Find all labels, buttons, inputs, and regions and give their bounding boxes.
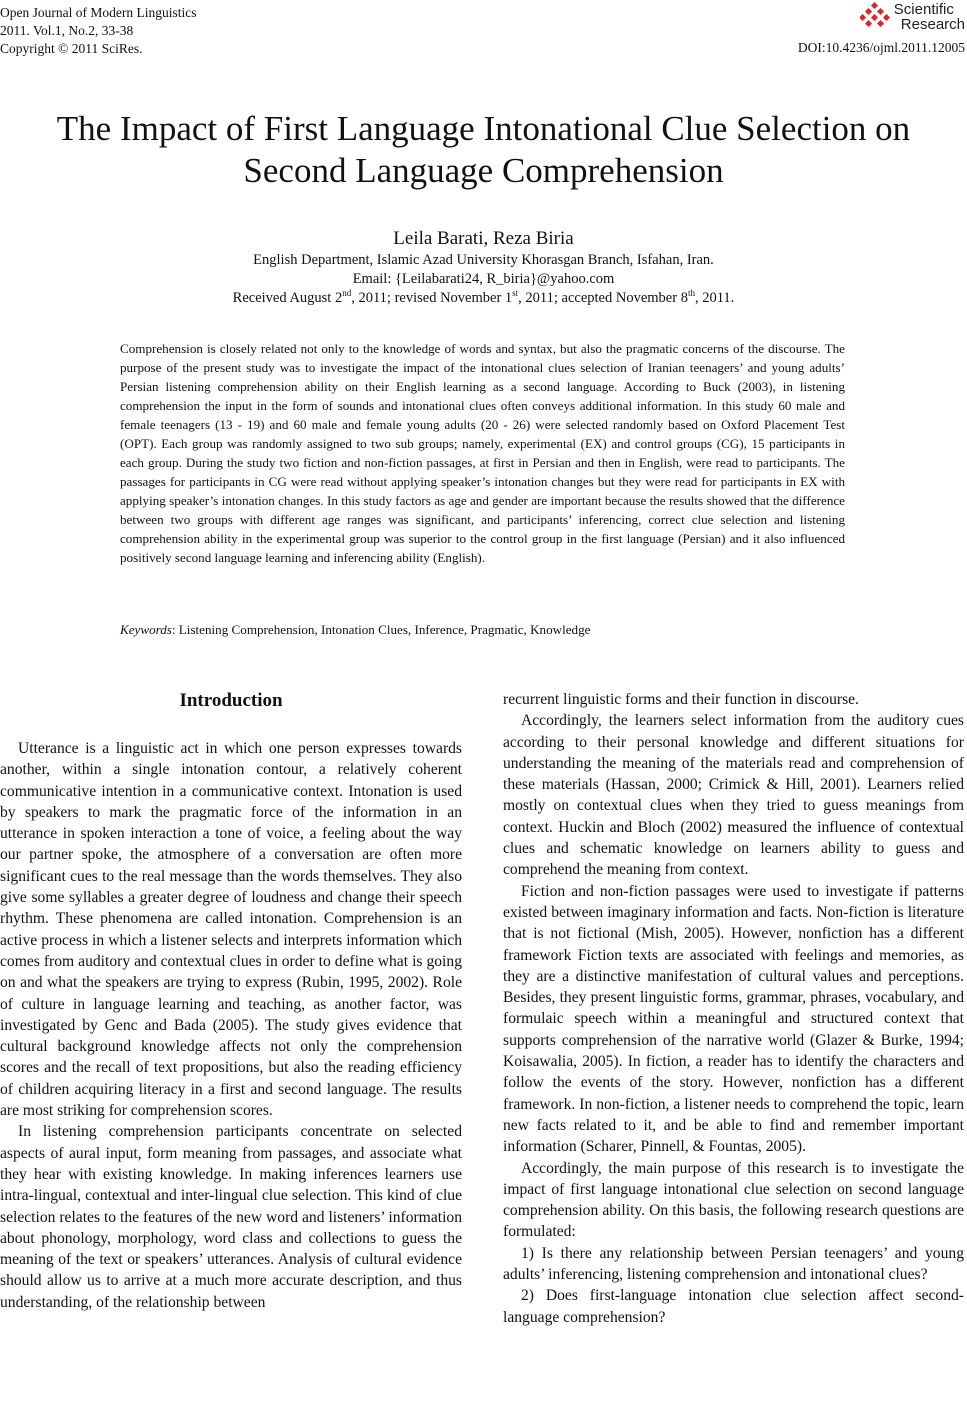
right-column [503, 689, 964, 1328]
received-d: , 2011. [694, 290, 735, 306]
title-line-2: Second Language Comprehension [243, 151, 724, 190]
received-b: , 2011; revised November 1 [351, 290, 513, 306]
journal-volume: 2011. Vol.1, No.2, 33-38 [0, 23, 134, 38]
logo-line-2: Research [900, 16, 965, 33]
research-question: 2) Does first-language intonation clue selection affect second-language comprehension? [503, 1287, 964, 1326]
received-a: Received August 2 [232, 290, 343, 306]
authors: Leila Barati, Reza Biria [393, 228, 574, 249]
paragraph: Accordingly, the learners select information from the auditory cues according to their personal knowledge and different situations for understanding the meaning of the materials read and comprehension of these materials (Hassan, 2000; Crimick & Hill, 2001). Learners relied mostly on contextual clues when they tried to guess meanings from context. Huckin and Bloch (2002) measured the influence of contextual clues and schematic knowledge on learners ability to guess and comprehend the meaning from context. [503, 712, 964, 879]
paragraph: In listening comprehension participants concentrate on selected aspects of aural input, form meaning from passages, and associate what they hear with existing knowledge. In making inferences learners use intra-lingual, contextual and inter-lingual clue selection. This kind of clue selection relates to the features of the new word and listeners’ information about phonology, morphology, word class and collections to guess the meaning of the text or speakers’ utterances. Analysis of cultural evidence should allow us to arrive at a much more accurate description, and thus understanding, of the relationship between [0, 1123, 462, 1311]
diamond-grid-icon [860, 2, 890, 28]
logo-line-1: Scientific [893, 1, 954, 18]
paragraph: Accordingly, the main purpose of this research is to investigate the impact of first language intonational clue selection on second language comprehension ability. On this basis, the following research questions are formulated: [503, 1159, 964, 1241]
paragraph: Utterance is a linguistic act in which one person expresses towards another, within a single intonation contour, a relatively coherent communicative intention in a communicative context. Intonation is used by speakers to mark the pragmatic force of the information in an utterance in spoken interaction a tone of voice, a feeling about the way our partner spoke, the atmosphere of a conversation are often more significant cues to the real message than the words themselves. They also give some syllables a greater degree of loudness and change their speech rhythm. These phenomena are called intonation. Comprehension is an active process in which a listener selects and interprets information which comes from auditory and contextual clues in order to define what is going on and what the speakers are trying to express (Rubin, 1995, 2002). Role of culture in language learning and teaching, as another factor, was investigated by Genc and Bada (2005). The study gives evidence that cultural background knowledge affects not only the comprehension scores and the recall of text propositions, but also the reading efficiency of children acquiring literacy in a first and second language. The results are most striking for comprehension scores. [0, 740, 462, 1120]
received-dates [0, 290, 967, 307]
paper-title [0, 108, 967, 192]
keywords-label: Keywords [120, 622, 172, 637]
received-sup-3: th [687, 288, 695, 299]
section-title: Introduction [179, 690, 283, 711]
left-column [0, 690, 462, 1313]
logo-text [894, 2, 965, 32]
received-sup-1: nd [342, 288, 352, 299]
abstract: Comprehension is closely related not only to the knowledge of words and syntax, but also the pragmatic concerns of the discourse. The purpose of the present study was to investigate the impact of the intonational clues selection of Iranian teenagers’ and young adults’ Persian listening comprehension ability on their English learning as a second language. According to Buck (2003), in listening comprehension the input in the form of sounds and intonational clues often conveys additional information. In this study 60 male and female teenagers (13 - 19) and 60 male and female young adults (20 - 26) were selected randomly based on Oxford Placement Test (OPT). Each group was randomly assigned to two sub groups; namely, experimental (EX) and control groups (CG), 15 participants in each group. During the study two fiction and non-fiction passages, at first in Persian and then in English, were read to participants. The passages for participants in CG were read without applying speaker’s intonation changes but they were read for participants in EX with applying speaker’s intonation changes. In this study factors as age and gender are important because the results showed that the difference between two groups with different age ranges was significant, and participants’ inferencing, correct clue selection and listening comprehension ability in the experimental group was superior to the control group in the first language (Persian) and it also influenced positively second language learning and inferencing ability (English). [120, 341, 845, 565]
received-c: , 2011; accepted November 8 [518, 290, 688, 306]
research-question: 1) Is there any relationship between Persian teenagers’ and young adults’ inferencing, listening comprehension and intonational clues? [503, 1244, 964, 1284]
keywords [120, 622, 845, 638]
journal-name: Open Journal of Modern Linguistics [0, 5, 197, 20]
received-sup-2: st [512, 288, 519, 299]
title-line-1: The Impact of First Language Intonational Clue Selection on [56, 109, 911, 148]
journal-header [0, 4, 196, 58]
affiliation: English Department, Islamic Azad University Khorasgan Branch, Isfahan, Iran. [253, 252, 714, 268]
journal-copyright: Copyright © 2011 SciRes. [0, 41, 143, 56]
keywords-list: : Listening Comprehension, Intonation Clues, Inference, Pragmatic, Knowledge [171, 622, 591, 637]
email: Email: {Leilabarati24, R_biria}@yahoo.com [352, 271, 615, 287]
paragraph: recurrent linguistic forms and their function in discourse. [503, 691, 859, 708]
publisher-logo [860, 2, 965, 32]
doi: DOI:10.4236/ojml.2011.12005 [797, 40, 965, 55]
paragraph: Fiction and non-fiction passages were used to investigate if patterns existed between imaginary information and facts. Non-fiction is literature that is not fictional (Mish, 2005). However, nonfiction has a different framework Fiction texts are associated with feelings and memories, as they are a distinctive manifestation of cultural values and perceptions. Besides, they present linguistic forms, grammar, phrases, vocabulary, and formulaic speech within a meaningful and structured context that supports comprehension of the narrative world (Glazer & Burke, 1994; Koisawalia, 2005). In fiction, a reader has to identify the characters and follow the events of the story. However, nonfiction has a different framework. In non-fiction, a listener needs to comprehend the topic, learn new facts related to it, and be able to find and remember important information (Scharer, Pinnell, & Fountas, 2005). [503, 882, 964, 1156]
